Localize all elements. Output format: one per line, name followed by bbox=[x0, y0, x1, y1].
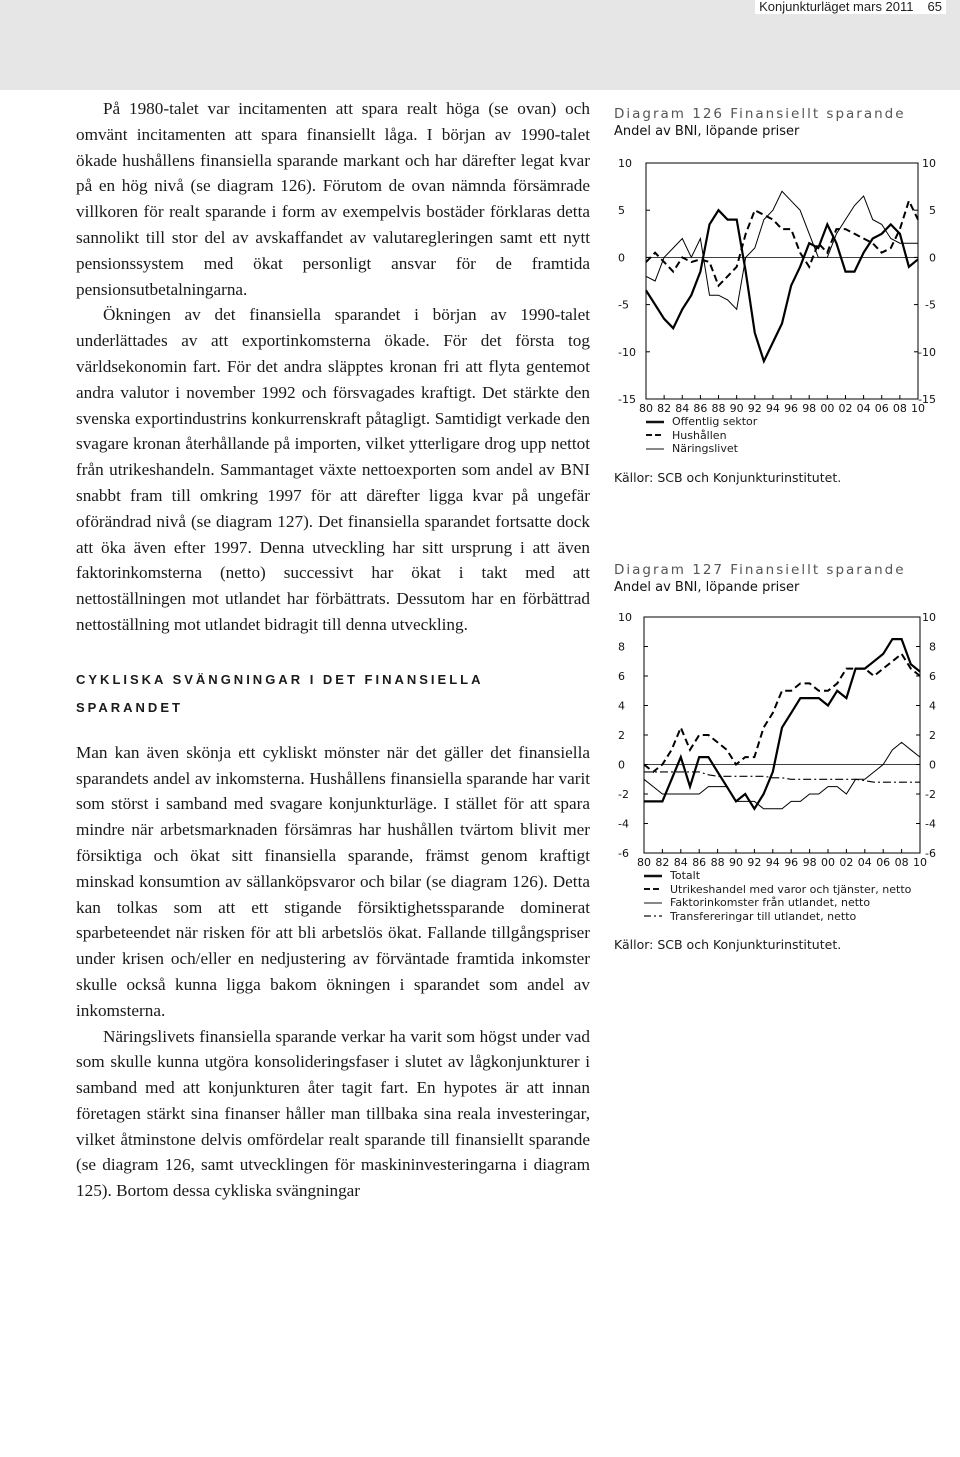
y-tick-label-left: -4 bbox=[618, 817, 629, 831]
x-tick-label: 06 bbox=[874, 402, 889, 413]
legend-item bbox=[644, 869, 940, 883]
x-tick-label: 92 bbox=[747, 402, 762, 413]
series-line-näringslivet bbox=[646, 191, 918, 309]
diagram-127-chart bbox=[614, 599, 940, 867]
x-tick-label: 90 bbox=[729, 402, 744, 413]
y-tick-label-left: -2 bbox=[618, 788, 629, 801]
y-tick-label-left: -15 bbox=[618, 393, 636, 406]
x-tick-label: 10 bbox=[913, 856, 927, 867]
legend-label: Utrikeshandel med varor och tjänster, netto bbox=[670, 882, 912, 896]
x-tick-label: 08 bbox=[894, 856, 909, 867]
x-tick-label: 80 bbox=[637, 856, 651, 867]
legend-item bbox=[646, 415, 940, 429]
x-tick-label: 02 bbox=[838, 402, 853, 413]
x-tick-label: 84 bbox=[673, 856, 688, 867]
y-tick-label-left: 10 bbox=[618, 157, 632, 170]
legend-swatch-dashed bbox=[644, 886, 662, 892]
x-tick-label: 96 bbox=[784, 856, 799, 867]
y-tick-label-right: 8 bbox=[929, 640, 936, 654]
diagram-126 bbox=[614, 106, 940, 485]
page-number: 65 bbox=[927, 0, 942, 14]
y-tick-label-left: -5 bbox=[618, 298, 629, 312]
x-tick-label: 82 bbox=[655, 856, 670, 867]
x-tick-label: 86 bbox=[692, 856, 707, 867]
y-tick-label-left: 4 bbox=[618, 699, 625, 713]
diagram-126-subtitle: Andel av BNI, löpande priser bbox=[614, 124, 800, 139]
y-tick-label-right: 5 bbox=[929, 204, 936, 218]
diagram-126-chart bbox=[614, 143, 940, 413]
legend-swatch-dashdot bbox=[644, 913, 662, 919]
x-tick-label: 10 bbox=[911, 402, 925, 413]
diagram-126-source: Källor: SCB och Konjunkturinstitutet. bbox=[614, 469, 842, 485]
y-tick-label-left: 5 bbox=[618, 204, 625, 218]
y-tick-label-right: 2 bbox=[929, 729, 936, 742]
x-tick-label: 00 bbox=[820, 402, 835, 413]
series-line-offentlig-sektor bbox=[646, 210, 918, 361]
y-tick-label-left: -10 bbox=[618, 345, 636, 359]
diagram-127-source: Källor: SCB och Konjunkturinstitutet. bbox=[614, 937, 842, 952]
x-tick-label: 88 bbox=[711, 402, 726, 413]
y-tick-label-right: 0 bbox=[929, 758, 936, 772]
legend-swatch-thick bbox=[644, 873, 662, 879]
x-tick-label: 92 bbox=[747, 856, 762, 867]
legend-item bbox=[644, 883, 940, 897]
x-tick-label: 04 bbox=[856, 402, 871, 413]
x-tick-label: 08 bbox=[892, 402, 907, 413]
main-text-column bbox=[76, 96, 590, 1204]
y-tick-label-left: 8 bbox=[618, 640, 625, 654]
y-tick-label-left: 6 bbox=[618, 670, 625, 683]
y-tick-label-left: 10 bbox=[618, 611, 632, 624]
x-tick-label: 94 bbox=[765, 856, 780, 867]
legend-label: Faktorinkomster från utlandet, netto bbox=[670, 896, 871, 910]
legend-swatch-thin bbox=[646, 446, 664, 452]
legend-swatch-thin bbox=[644, 900, 662, 906]
publication-title: Konjunkturläget mars 2011 bbox=[759, 0, 914, 14]
series-line-totalt bbox=[644, 639, 920, 809]
legend-item bbox=[646, 429, 940, 443]
x-tick-label: 98 bbox=[802, 856, 817, 867]
x-tick-label: 82 bbox=[657, 402, 672, 413]
diagram-127-subtitle: Andel av BNI, löpande priser bbox=[614, 580, 800, 595]
x-tick-label: 90 bbox=[729, 856, 743, 867]
legend-label: Näringslivet bbox=[672, 442, 738, 456]
series-line-hushållen bbox=[646, 201, 918, 286]
legend-item bbox=[644, 896, 940, 910]
paragraph-1: På 1980-talet var incitamenten att spara realt höga (se ovan) och omvänt incitamenten att spara finansiellt låga. I början av 1990-talet ökade hushållens finansiella sparande markant och har därefter legat kvar på en hög nivå (se diagram 126). Förutom de ovan nämnda försämrade villkoren för realt sparande i form av exempelvis bostäder förklaras detta sannolikt till stor del av avskaffandet av valutaregleringen samt ett nytt pensionssystem med ökat personligt ansvar för de framtida pensionsutbetalningarna. bbox=[76, 99, 590, 299]
y-tick-label-left: 2 bbox=[618, 729, 625, 742]
paragraph-4: Näringslivets finansiella sparande verkar ha varit som högst under vad som skulle kunna utgöra konsolideringsfaser i slutet av lågkonjunkturer i samband med att konjunkturen åter tagit fart. En hypotes är att innan företagen stärkt sina finanser håller man tillbaka sina reala investeringar, vilket åtminstone delvis omfördelar realt sparande till finansiellt sparande (se diagram 126, samt utvecklingen för maskininvesteringarna i diagram 125). Bortom dessa cykliska svängningar bbox=[76, 1026, 590, 1201]
y-tick-label-right: -2 bbox=[925, 788, 936, 801]
diagram-126-legend bbox=[614, 415, 940, 456]
x-tick-label: 02 bbox=[839, 856, 854, 867]
paragraph-2: Ökningen av det finansiella sparandet i början av 1990-talet underlättades av att exportinkomsterna ökade. För det första tog världsekonomin fart. För det andra släpptes kronan fri att flyta gentemot andra valutor i november 1992 och försvagades kraftigt. Det stärkte den svenska exportindustrins konkurrenskraft påtagligt. Samtidigt verkade den svagare kronan återhållande på importen, vilket ytterligare drog upp nettot från utrikeshandeln. Sammantaget växte nettoexporten som andel av BNI snabbt fram till omkring 1997 för att därefter ligga kvar på ungefär oförändrad nivå (se diagram 127). Det finansiella sparandet fortsatte dock att öka även efter 1997. Denna utveckling har sitt ursprung i att även faktorinkomsterna (netto) successivt har ökat i takt med att nettoställningen mot utlandet har förbättrats. Dessutom har en förbättrad nettoställning mot utlandet bidragit till denna utveckling. bbox=[76, 305, 590, 634]
y-tick-label-left: 0 bbox=[618, 758, 625, 772]
legend-item bbox=[646, 442, 940, 456]
y-tick-label-right: -5 bbox=[925, 298, 936, 312]
y-tick-label-right: 10 bbox=[922, 157, 936, 170]
diagram-126-title: Diagram 126 Finansiellt sparande bbox=[614, 106, 906, 122]
x-tick-label: 00 bbox=[821, 856, 835, 867]
diagram-127-title: Diagram 127 Finansiellt sparande bbox=[614, 562, 906, 578]
y-tick-label-left: -6 bbox=[618, 847, 629, 860]
paragraph-3: Man kan även skönja ett cykliskt mönster när det gäller det finansiella sparandets andel av inkomsterna. Hushållens finansiella sparande har varit som störst i samband med svagare konjunkturläge. I stället för att spara mindre när arbetsmarknaden försämras har hushållen tvärtom blivit mer försiktiga och ökat sitt finansiella sparande, främst genom kraftigt minskad konsumtion av sällanköpsvaror och bilar (se diagram 126). Detta kan tolkas som att ett stigande försiktighetssparande dominerat sparbeteendet när risken för att bli arbetslös ökat. Fallande tillgångspriser under krisen och/eller en nedjustering av förväntade framtida inkomster skulle också kunna ligga bakom ökningen i sparandet som andel av inkomsterna. bbox=[76, 742, 590, 1020]
y-tick-label-right: 6 bbox=[929, 670, 936, 683]
y-tick-label-right: -6 bbox=[925, 847, 936, 860]
legend-swatch-thick bbox=[646, 419, 664, 425]
plot-frame bbox=[646, 163, 918, 399]
plot-frame bbox=[644, 617, 920, 853]
legend-label: Hushållen bbox=[672, 428, 727, 442]
x-tick-label: 88 bbox=[710, 856, 725, 867]
y-tick-label-right: 4 bbox=[929, 699, 936, 713]
diagram-127 bbox=[614, 562, 940, 952]
series-line-faktorinkomster-från-utlandet-netto bbox=[644, 742, 920, 808]
series-line-utrikeshandel-med-varor-och-tjänster-netto bbox=[644, 654, 920, 772]
y-tick-label-right: 10 bbox=[922, 611, 936, 624]
x-tick-label: 86 bbox=[693, 402, 708, 413]
y-tick-label-right: -10 bbox=[918, 345, 936, 359]
x-tick-label: 80 bbox=[639, 402, 653, 413]
diagram-127-legend bbox=[614, 869, 940, 923]
section-heading: CYKLISKA SVÄNGNINGAR I DET FINANSIELLA SPARANDET bbox=[76, 671, 483, 715]
legend-label: Transfereringar till utlandet, netto bbox=[670, 909, 857, 923]
x-tick-label: 84 bbox=[675, 402, 690, 413]
x-tick-label: 94 bbox=[765, 402, 780, 413]
x-tick-label: 06 bbox=[876, 856, 891, 867]
y-tick-label-right: -15 bbox=[918, 393, 936, 406]
legend-label: Totalt bbox=[670, 869, 701, 883]
y-tick-label-left: 0 bbox=[618, 251, 625, 265]
x-tick-label: 98 bbox=[802, 402, 817, 413]
x-tick-label: 96 bbox=[784, 402, 799, 413]
x-tick-label: 04 bbox=[857, 856, 872, 867]
y-tick-label-right: -4 bbox=[925, 817, 936, 831]
y-tick-label-right: 0 bbox=[929, 251, 936, 265]
legend-label: Offentlig sektor bbox=[672, 415, 758, 429]
legend-item bbox=[644, 910, 940, 924]
running-head bbox=[755, 0, 946, 14]
page-header-band bbox=[0, 0, 960, 90]
legend-swatch-dashed bbox=[646, 432, 664, 438]
